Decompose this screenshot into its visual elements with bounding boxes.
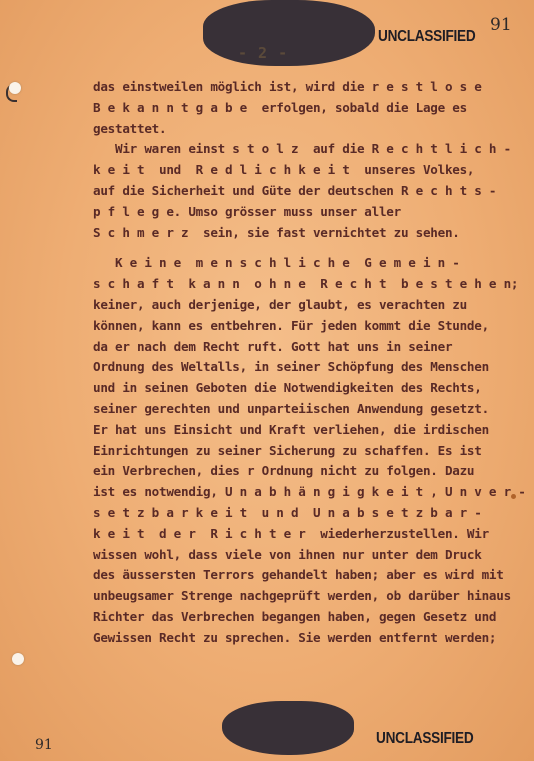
text-line: und in seinen Geboten die Notwendigkeiten des Rechts,	[93, 380, 482, 396]
text-line: s e t z b a r k e i t u n d U n a b s e t z b a r -	[93, 504, 482, 520]
text-line: k e i t und R e d l i c h k e i t unseres Volkes,	[93, 162, 475, 178]
redaction-mark-top	[203, 0, 375, 66]
paragraph-1	[93, 77, 523, 139]
classification-stamp-top: UNCLASSIFIED	[378, 28, 476, 45]
text-line: können, kann es entbehren. Für jeden kommt die Stunde,	[93, 317, 489, 333]
classification-stamp-bottom: UNCLASSIFIED	[376, 730, 474, 747]
text-line: S c h m e r z sein, sie fast vernichtet zu sehen.	[93, 224, 460, 240]
text-line: unbeugsamer Strenge nachgeprüft werden, ob darüber hinaus	[93, 588, 511, 604]
text-line: da er nach dem Recht ruft. Gott hat uns in seiner	[93, 338, 453, 354]
punch-hole-bottom	[12, 653, 24, 665]
text-line: B e k a n n t g a b e erfolgen, sobald die Lage es	[93, 99, 467, 115]
text-line: Gewissen Recht zu sprechen. Sie werden entfernt werden;	[93, 629, 497, 645]
punch-hole-top	[9, 82, 21, 94]
text-line: das einstweilen möglich ist, wird die r e s t l o s e	[93, 79, 482, 94]
paragraph-gap	[93, 243, 523, 253]
text-line: ist es notwendig, U n a b h ä n g i g k e i t , U n v e r -	[93, 484, 526, 500]
page-marker: - 2 -	[238, 44, 289, 62]
text-line: gestattet.	[93, 120, 167, 136]
text-line: seiner gerechten und unparteiischen Anwendung gesetzt.	[93, 400, 489, 416]
text-line: k e i t d e r R i c h t e r wiederherzustellen. Wir	[93, 525, 489, 541]
page-number-top: 91	[490, 15, 512, 35]
text-line: K e i n e m e n s c h l i c h e G e m e i n -	[93, 255, 460, 271]
text-line: des äussersten Terrors gehandelt haben; aber es wird mit	[93, 567, 504, 583]
text-line: Wir waren einst s t o l z auf die R e c h t l i c h -	[93, 141, 511, 157]
text-line: keiner, auch derjenige, der glaubt, es verachten zu	[93, 296, 467, 312]
text-line: Richter das Verbrechen begangen haben, gegen Gesetz und	[93, 608, 497, 624]
text-line: wissen wohl, dass viele von ihnen nur unter dem Druck	[93, 546, 482, 562]
text-line: Er hat uns Einsicht und Kraft verliehen, die irdischen	[93, 421, 489, 437]
text-line: ein Verbrechen, dies r Ordnung nicht zu folgen. Dazu	[93, 463, 475, 479]
redaction-mark-bottom	[222, 701, 354, 755]
text-line: Ordnung des Weltalls, in seiner Schöpfung des Menschen	[93, 359, 489, 375]
text-line: Einrichtungen zu seiner Sicherung zu schaffen. Es ist	[93, 442, 482, 458]
paragraph-3	[93, 253, 526, 648]
text-line: s c h a f t k a n n o h n e R e c h t b e s t e h e n;	[93, 276, 519, 292]
page-number-bottom: 91	[35, 737, 53, 753]
paragraph-2	[93, 139, 523, 243]
text-line: p f l e g e. Umso grösser muss unser aller	[93, 203, 401, 219]
text-line: auf die Sicherheit und Güte der deutschen R e c h t s -	[93, 182, 497, 198]
body-text	[93, 77, 526, 649]
